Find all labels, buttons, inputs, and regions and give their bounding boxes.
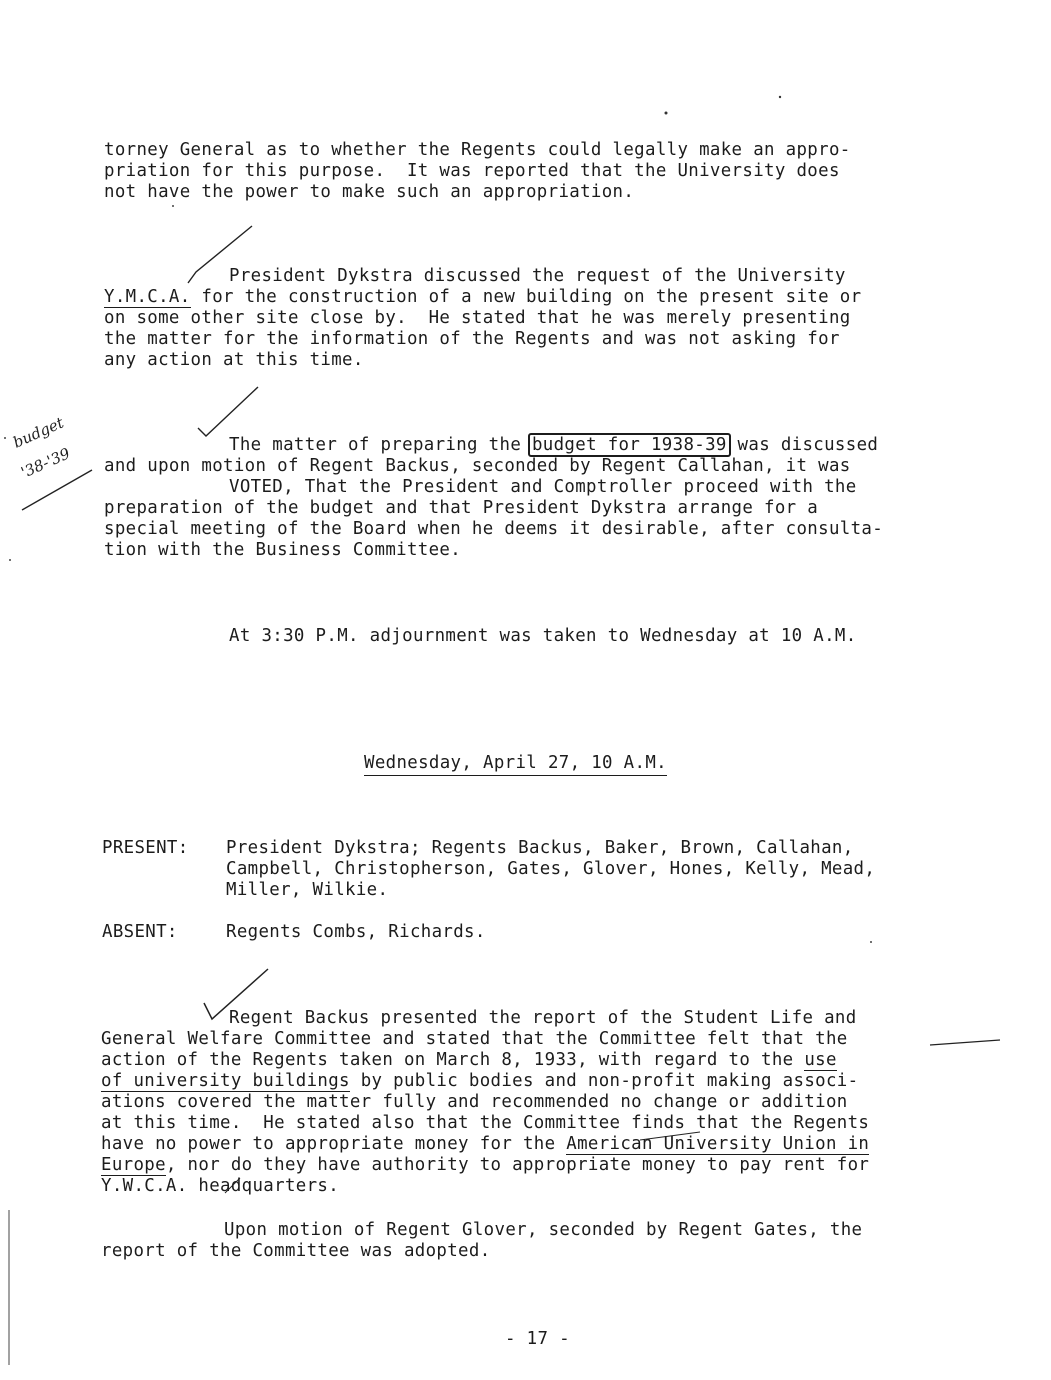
margin-note-line1: budget bbox=[10, 413, 67, 452]
text-line bbox=[101, 1155, 869, 1176]
speck bbox=[172, 205, 174, 207]
text-line bbox=[229, 435, 878, 456]
text-line: Y.W.C.A. headquarters. bbox=[101, 1176, 340, 1196]
text-line: the matter for the information of the Regents and was not asking for bbox=[104, 329, 840, 349]
underlined-europe: Europe bbox=[101, 1155, 166, 1175]
text-line: on some other site close by. He stated that he was merely presenting bbox=[104, 308, 851, 328]
adjournment-line: At 3:30 P.M. adjournment was taken to Wednesday at 10 A.M. bbox=[229, 626, 857, 646]
text-line: Upon motion of Regent Glover, seconded by Regent Gates, the bbox=[224, 1220, 863, 1240]
text-line: preparation of the budget and that President Dykstra arrange for a bbox=[104, 498, 819, 518]
margin-slash-icon bbox=[22, 470, 92, 510]
text-fragment: for the construction of a new building on the present site or bbox=[190, 287, 862, 307]
margin-note-line2: '38-'39 bbox=[18, 444, 73, 482]
scribble-icon bbox=[930, 1040, 1000, 1045]
text-fragment: , nor do they have authority to appropriate money to pay rent for bbox=[165, 1155, 870, 1175]
text-fragment: action of the Regents taken on March 8, 1933, with regard to the bbox=[101, 1050, 805, 1070]
text-fragment: The matter of preparing the bbox=[229, 435, 532, 455]
text-line: at this time. He stated also that the Committee finds that the Regents bbox=[101, 1113, 870, 1133]
voted-line: VOTED, That the President and Comptroller proceed with the bbox=[229, 477, 857, 497]
underlined-university-buildings: of university buildings bbox=[101, 1071, 350, 1091]
speck bbox=[870, 941, 872, 943]
text-line: not have the power to make such an appropriation. bbox=[104, 182, 635, 202]
text-line: special meeting of the Board when he deems it desirable, after consulta- bbox=[104, 519, 884, 539]
text-fragment: was discussed bbox=[726, 435, 879, 455]
absent-label: ABSENT: bbox=[102, 922, 178, 942]
page-number: - 17 - bbox=[505, 1329, 570, 1349]
text-line: any action at this time. bbox=[104, 350, 364, 370]
speck bbox=[4, 437, 6, 439]
present-list-line: Miller, Wilkie. bbox=[226, 880, 389, 900]
text-line bbox=[101, 1134, 869, 1155]
speck bbox=[665, 112, 668, 115]
underlined-american-university-union: American University Union in bbox=[566, 1134, 870, 1154]
present-list-line: President Dykstra; Regents Backus, Baker, Brown, Callahan, bbox=[226, 838, 854, 858]
text-line: torney General as to whether the Regents could legally make an appro- bbox=[104, 140, 851, 160]
text-line: Regent Backus presented the report of the Student Life and bbox=[229, 1008, 857, 1028]
text-line: President Dykstra discussed the request of the University bbox=[229, 266, 846, 286]
boxed-budget-phrase: budget for 1938-39 bbox=[528, 433, 731, 457]
text-line bbox=[101, 1050, 837, 1071]
underlined-use: use bbox=[804, 1050, 837, 1070]
text-fragment: by public bodies and non-profit making associ- bbox=[349, 1071, 859, 1091]
text-line bbox=[104, 287, 861, 308]
text-line: General Welfare Committee and stated that the Committee felt that the bbox=[101, 1029, 848, 1049]
checkmark-icon bbox=[198, 387, 258, 436]
underlined-ymca: Y.M.C.A. bbox=[104, 287, 191, 307]
present-list-line: Campbell, Christopherson, Gates, Glover, Hones, Kelly, Mead, bbox=[226, 859, 876, 879]
text-line: report of the Committee was adopted. bbox=[101, 1241, 491, 1261]
text-line: and upon motion of Regent Backus, seconded by Regent Callahan, it was bbox=[104, 456, 851, 476]
text-fragment: have no power to appropriate money for the bbox=[101, 1134, 567, 1154]
session-heading: Wednesday, April 27, 10 A.M. bbox=[364, 753, 667, 776]
speck bbox=[779, 96, 781, 98]
text-line bbox=[101, 1071, 858, 1092]
text-line: ations covered the matter fully and recommended no change or addition bbox=[101, 1092, 848, 1112]
speck bbox=[9, 559, 11, 561]
present-label: PRESENT: bbox=[102, 838, 189, 858]
absent-list: Regents Combs, Richards. bbox=[226, 922, 486, 942]
text-line: priation for this purpose. It was reported that the University does bbox=[104, 161, 840, 181]
text-line: tion with the Business Committee. bbox=[104, 540, 462, 560]
